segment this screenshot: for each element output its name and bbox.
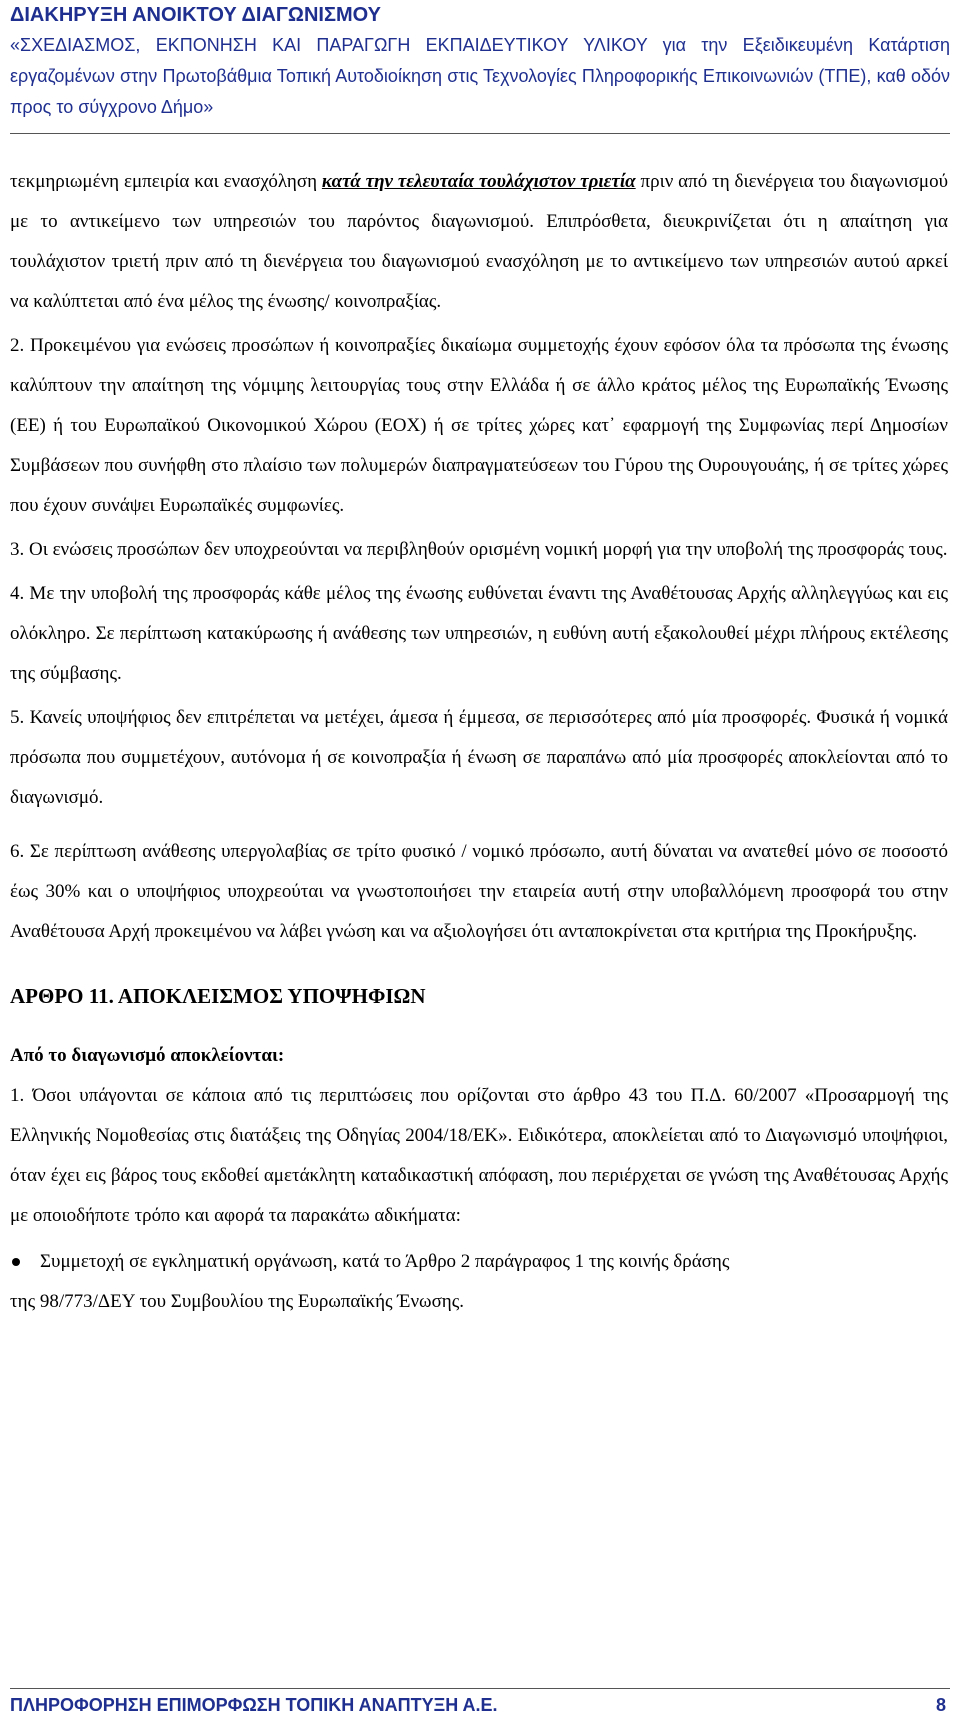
bullet-text: Συμμετοχή σε εγκληματική οργάνωση, κατά το Άρθρο 2 παράγραφος 1 της κοινής δράσης — [40, 1251, 730, 1272]
header-title: ΔΙΑΚΗΡΥΞΗ ΑΝΟΙΚΤΟΥ ΔΙΑΓΩΝΙΣΜΟΥ — [10, 4, 381, 26]
page-footer — [10, 1692, 946, 1718]
paragraph-2: 2. Προκειμένου για ενώσεις προσώπων ή κοινοπραξίες δικαίωμα συμμετοχής έχουν εφόσον όλα τα πρόσωπα της ένωσης καλύπτουν την απαίτηση της νόμιμης λειτουργίας τους στην Ελλάδα ή σε άλλο κράτος μέλος της Ευρωπαϊκής Ένωσης (ΕΕ) ή του Ευρωπαϊκού Οικονομικού Χώρου (ΕΟΧ) ή σε τρίτες χώρες κατ᾽ εφαρμογή της Συμφωνίας περί Δημοσίων Συμβάσεων που συνήφθη στο πλαίσιο των πολυμερών διαπραγματεύσεων του Γύρου της Ουρουγουάης, ή σε τρίτες χώρες που έχουν συνάψει Ευρωπαϊκές συμφωνίες. — [10, 335, 948, 516]
page-header — [10, 0, 950, 123]
exclusion-subheading: Από το διαγωνισμό αποκλείονται: — [10, 1045, 285, 1066]
document-body — [10, 162, 948, 1322]
bullet-icon — [12, 1258, 20, 1266]
paragraph-5: 5. Κανείς υποψήφιος δεν επιτρέπεται να μετέχει, άμεσα ή έμμεσα, σε περισσότερες από μία προσφορές. Φυσικά ή νομικά πρόσωπα που συμμετέχουν, αυτόνομα ή σε κοινοπραξία ή ένωση σε παραπάνω από μία προσφορές αποκλείονται από το διαγωνισμό. — [10, 707, 948, 808]
emphasized-text: κατά την τελευταία τουλάχιστον τριετία — [321, 171, 636, 192]
bullet-item-continuation: της 98/773/ΔΕΥ του Συμβουλίου της Ευρωπαϊκής Ένωσης. — [10, 1291, 465, 1312]
footer-divider — [10, 1688, 950, 1689]
paragraph-4: 4. Με την υποβολή της προσφοράς κάθε μέλος της ένωσης ευθύνεται έναντι της Αναθέτουσας Αρχής αλληλεγγύως και εις ολόκληρο. Σε περίπτωση κατακύρωσης ή ανάθεσης των υπηρεσιών, η ευθύνη αυτή εξακολουθεί μέχρι πλήρους εκτέλεσης της σύμβασης. — [10, 583, 948, 684]
exclusion-item-1: 1. Όσοι υπάγονται σε κάποια από τις περιπτώσεις που ορίζονται στο άρθρο 43 του Π.Δ. 60/2007 «Προσαρμογή της Ελληνικής Νομοθεσίας στις διατάξεις της Οδηγίας 2004/18/ΕΚ». Ειδικότερα, αποκλείεται από το Διαγωνισμό υποψήφιοι, όταν έχει εις βάρος τους εκδοθεί αμετάκλητη καταδικαστική απόφαση, που περιέρχεται σε γνώση της Αναθέτουσας Αρχής με οποιοδήποτε τρόπο και αφορά τα παρακάτω αδικήματα: — [10, 1085, 948, 1226]
header-divider — [10, 133, 950, 134]
paragraph-3: 3. Οι ενώσεις προσώπων δεν υποχρεούνται να περιβληθούν ορισμένη νομική μορφή για την υποβολή της προσφοράς τους. — [10, 539, 948, 560]
paragraph-continuation — [10, 162, 948, 322]
header-subtitle: «ΣΧΕΔΙΑΣΜΟΣ, ΕΚΠΟΝΗΣΗ ΚΑΙ ΠΑΡΑΓΩΓΗ ΕΚΠΑΙΔΕΥΤΙΚΟΥ ΥΛΙΚΟΥ για την Εξειδικευμένη Κατάρτιση εργαζομένων στην Πρωτοβάθμια Τοπική Αυτοδιοίκηση στις Τεχνολογίες Πληροφορικής Επικοινωνιών (ΤΠΕ), καθ οδόν προς το σύγχρονο Δήμο» — [10, 35, 950, 117]
footer-organization: ΠΛΗΡΟΦΟΡΗΣΗ ΕΠΙΜΟΡΦΩΣΗ ΤΟΠΙΚΗ ΑΝΑΠΤΥΞΗ Α.Ε. — [10, 1695, 498, 1715]
bullet-item — [10, 1242, 948, 1282]
paragraph-text: πριν από τη διενέργεια του διαγωνισμού με το αντικείμενο των υπηρεσιών του παρόντος διαγωνισμού. Επιπρόσθετα, διευκρινίζεται ότι η απαίτηση για τουλάχιστον τριετή πριν από τη διενέργεια του διαγωνισμού ενασχόληση με το αντικείμενο των υπηρεσιών αυτού αρκεί να καλύπτεται από ένα μέλος της ένωσης/ κοινοπραξίας. — [10, 171, 948, 312]
paragraph-text: τεκμηριωμένη εμπειρία και ενασχόληση — [10, 171, 322, 192]
paragraph-6: 6. Σε περίπτωση ανάθεσης υπεργολαβίας σε τρίτο φυσικό / νομικό πρόσωπο, αυτή δύναται να ανατεθεί μόνο σε ποσοστό έως 30% και ο υποψήφιος υποχρεούται να γνωστοποιήσει την εταιρεία αυτή στην υποβαλλόμενη προσφορά του στην Αναθέτουσα Αρχή προκειμένου να λάβει γνώση και να αξιολογήσει ότι ανταποκρίνεται στα κριτήρια της Προκήρυξης. — [10, 841, 948, 942]
page-number: 8 — [935, 1695, 946, 1715]
article-heading: ΑΡΘΡΟ 11. ΑΠΟΚΛΕΙΣΜΟΣ ΥΠΟΨΗΦΙΩΝ — [10, 984, 426, 1008]
